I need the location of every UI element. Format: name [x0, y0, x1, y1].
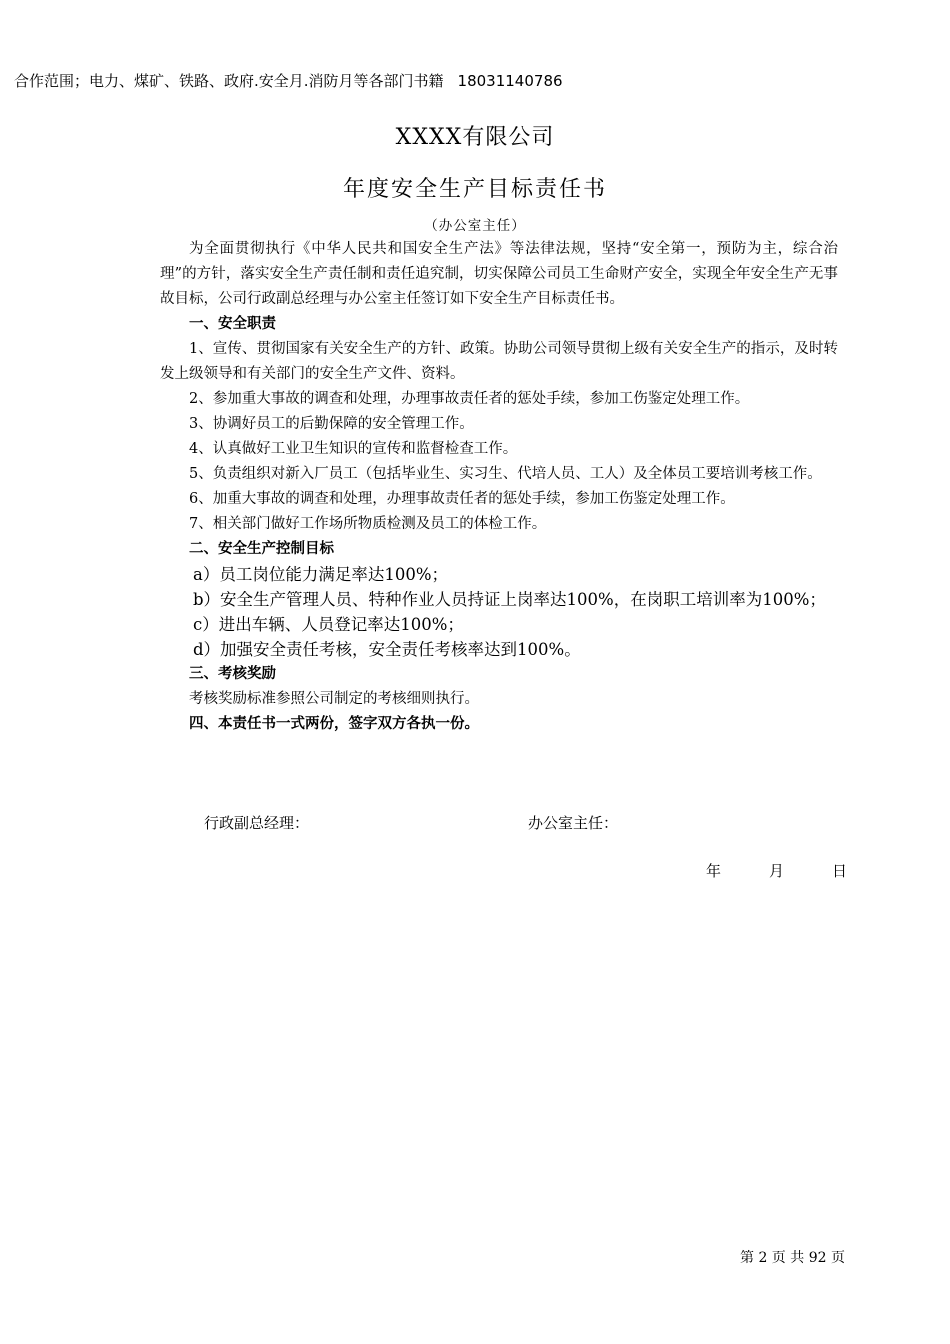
- header-banner: [14, 70, 563, 91]
- document-subtitle: （办公室主任）: [424, 218, 526, 234]
- target-item: d）加强安全责任考核，安全责任考核率达到100%。: [193, 640, 581, 659]
- section-heading-rewards: 三、考核奖励: [189, 666, 276, 682]
- section-heading-targets: 二、安全生产控制目标: [189, 541, 334, 557]
- target-item: c）进出车辆、人员登记率达100%；: [193, 615, 464, 634]
- document-title: 年度安全生产目标责任书: [342, 177, 607, 202]
- page-number: 第 2 页 共 92 页: [740, 1250, 845, 1266]
- scope-text: 合作范围；电力、煤矿、铁路、政府.安全月.消防月等各部门书籍: [14, 72, 444, 90]
- signature-deputy-gm: 行政副总经理：: [204, 814, 310, 832]
- section-heading-copies: 四、本责任书一式两份，签字双方各执一份。: [189, 716, 479, 732]
- duty-item: 7、相关部门做好工作场所物质检测及员工的体检工作。: [189, 516, 547, 532]
- duty-item: 1、宣传、贯彻国家有关安全生产的方针、政策。协助公司领导贯彻上级有关安全生产的指示，及时转发上级领导和有关部门的安全生产文件、资料。: [160, 341, 838, 382]
- date-month: 月: [769, 862, 785, 880]
- intro-paragraph: 为全面贯彻执行《中华人民共和国安全生产法》等法律法规，坚持“安全第一，预防为主，综合治理”的方针，落实安全生产责任制和责任追究制，切实保障公司员工生命财产安全，实现全年安全生产无事故目标，公司行政副总经理与办公室主任签订如下安全生产目标责任书。: [160, 241, 838, 307]
- date-line: [706, 860, 847, 881]
- signature-office-director: 办公室主任：: [528, 814, 619, 832]
- date-year: 年: [706, 862, 722, 880]
- duty-item: 2、参加重大事故的调查和处理，办理事故责任者的惩处手续，参加工伤鉴定处理工作。: [189, 391, 750, 407]
- document-body: [160, 237, 838, 737]
- target-item: b）安全生产管理人员、特种作业人员持证上岗率达100%，在岗职工培训率为100%；: [193, 590, 826, 609]
- section-heading-duties: 一、安全职责: [189, 316, 276, 332]
- rewards-text: 考核奖励标准参照公司制定的考核细则执行。: [189, 691, 479, 707]
- duty-item: 5、负责组织对新入厂员工（包括毕业生、实习生、代培人员、工人）及全体员工要培训考核工作。: [189, 466, 822, 482]
- phone-number: 18031140786: [457, 72, 563, 90]
- duty-item: 3、协调好员工的后勤保障的安全管理工作。: [189, 416, 474, 432]
- date-day: 日: [832, 862, 848, 880]
- target-item: a）员工岗位能力满足率达100%；: [193, 565, 449, 584]
- duty-item: 6、加重大事故的调查和处理，办理事故责任者的惩处手续，参加工伤鉴定处理工作。: [189, 491, 735, 507]
- duty-item: 4、认真做好工业卫生知识的宣传和监督检查工作。: [189, 441, 518, 457]
- company-title: XXXX有限公司: [395, 125, 555, 150]
